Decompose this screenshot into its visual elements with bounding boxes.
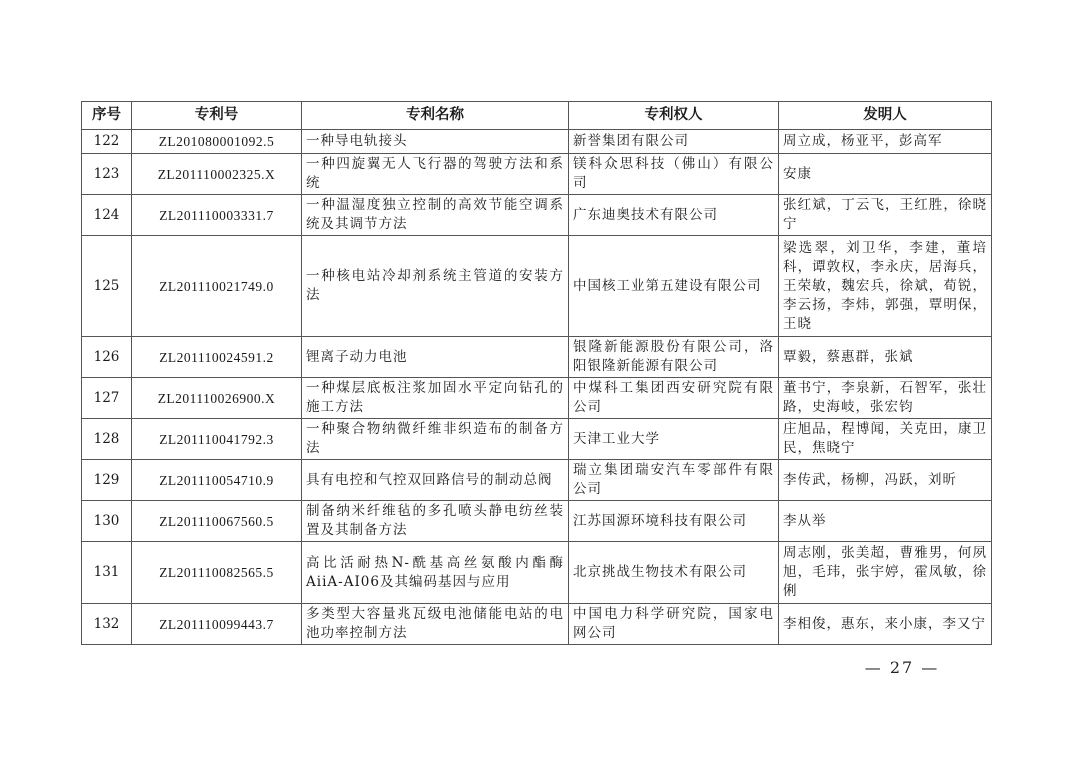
row-patent-name: 一种核电站冷却剂系统主管道的安装方法 xyxy=(302,236,569,337)
row-patent-no: ZL201110021749.0 xyxy=(132,236,302,337)
row-inventors: 周志刚，张美超，曹雅男，何夙旭，毛玮，张宇婷，霍凤敏，徐俐 xyxy=(779,542,992,604)
row-patent-owner: 银隆新能源股份有限公司，洛阳银隆新能源有限公司 xyxy=(569,337,779,378)
row-patent-name: 高比活耐热N-酰基高丝氨酸内酯酶AiiA-AI06及其编码基因与应用 xyxy=(302,542,569,604)
header-inventors: 发明人 xyxy=(779,102,992,130)
row-inventors: 周立成，杨亚平，彭高军 xyxy=(779,130,992,154)
row-patent-name: 一种聚合物纳微纤维非织造布的制备方法 xyxy=(302,419,569,460)
row-inventors: 李相俊，惠东，来小康，李又宁 xyxy=(779,604,992,645)
table-row xyxy=(82,542,992,604)
row-patent-no: ZL201080001092.5 xyxy=(132,130,302,154)
row-patent-no: ZL201110082565.5 xyxy=(132,542,302,604)
row-inventors: 梁选翠，刘卫华，李建，董培科，谭敦权，李永庆，居海兵，王荣敏，魏宏兵，徐斌，荀锐，李云扬，李炜，郭强，覃明保，王晓 xyxy=(779,236,992,337)
row-inventors: 李传武，杨柳，冯跃，刘昕 xyxy=(779,460,992,501)
row-patent-owner: 江苏国源环境科技有限公司 xyxy=(569,501,779,542)
row-patent-name: 一种煤层底板注浆加固水平定向钻孔的施工方法 xyxy=(302,378,569,419)
row-seq: 122 xyxy=(82,130,132,154)
row-seq: 128 xyxy=(82,419,132,460)
row-seq: 125 xyxy=(82,236,132,337)
row-patent-no: ZL201110024591.2 xyxy=(132,337,302,378)
table-row xyxy=(82,195,992,236)
row-patent-owner: 镁科众思科技（佛山）有限公司 xyxy=(569,154,779,195)
row-patent-name: 一种温湿度独立控制的高效节能空调系统及其调节方法 xyxy=(302,195,569,236)
row-patent-owner: 瑞立集团瑞安汽车零部件有限公司 xyxy=(569,460,779,501)
table-row xyxy=(82,236,992,337)
row-seq: 126 xyxy=(82,337,132,378)
row-inventors: 安康 xyxy=(779,154,992,195)
row-patent-no: ZL201110099443.7 xyxy=(132,604,302,645)
table-header-row xyxy=(82,102,992,130)
row-patent-owner: 中国核工业第五建设有限公司 xyxy=(569,236,779,337)
row-seq: 124 xyxy=(82,195,132,236)
row-patent-name: 多类型大容量兆瓦级电池储能电站的电池功率控制方法 xyxy=(302,604,569,645)
table-row xyxy=(82,604,992,645)
table-row xyxy=(82,419,992,460)
row-inventors: 庄旭品，程博闻，关克田，康卫民，焦晓宁 xyxy=(779,419,992,460)
row-patent-owner: 北京挑战生物技术有限公司 xyxy=(569,542,779,604)
row-patent-no: ZL201110002325.X xyxy=(132,154,302,195)
row-patent-name: 一种四旋翼无人飞行器的驾驶方法和系统 xyxy=(302,154,569,195)
row-seq: 127 xyxy=(82,378,132,419)
row-seq: 129 xyxy=(82,460,132,501)
table-row xyxy=(82,501,992,542)
header-patent-name: 专利名称 xyxy=(302,102,569,130)
row-inventors: 董书宁，李泉新，石智军，张壮路，史海岐，张宏钧 xyxy=(779,378,992,419)
table-row xyxy=(82,154,992,195)
patent-table xyxy=(81,101,992,645)
table-row xyxy=(82,130,992,154)
header-patent-no: 专利号 xyxy=(132,102,302,130)
table-row xyxy=(82,378,992,419)
row-seq: 132 xyxy=(82,604,132,645)
page-number: — 27 — xyxy=(864,658,940,677)
row-seq: 130 xyxy=(82,501,132,542)
row-seq: 131 xyxy=(82,542,132,604)
table-row xyxy=(82,460,992,501)
row-patent-owner: 中国电力科学研究院，国家电网公司 xyxy=(569,604,779,645)
row-patent-owner: 广东迪奥技术有限公司 xyxy=(569,195,779,236)
row-inventors: 覃毅，蔡惠群，张斌 xyxy=(779,337,992,378)
row-patent-no: ZL201110003331.7 xyxy=(132,195,302,236)
row-patent-owner: 中煤科工集团西安研究院有限公司 xyxy=(569,378,779,419)
row-inventors: 张红斌，丁云飞，王红胜，徐晓宁 xyxy=(779,195,992,236)
row-inventors: 李从举 xyxy=(779,501,992,542)
row-patent-owner: 天津工业大学 xyxy=(569,419,779,460)
table-row xyxy=(82,337,992,378)
row-patent-name: 制备纳米纤维毡的多孔喷头静电纺丝装置及其制备方法 xyxy=(302,501,569,542)
header-seq: 序号 xyxy=(82,102,132,130)
row-patent-name: 锂离子动力电池 xyxy=(302,337,569,378)
row-patent-no: ZL201110054710.9 xyxy=(132,460,302,501)
row-patent-owner: 新誉集团有限公司 xyxy=(569,130,779,154)
row-patent-no: ZL201110026900.X xyxy=(132,378,302,419)
row-patent-name: 一种导电轨接头 xyxy=(302,130,569,154)
header-patent-owner: 专利权人 xyxy=(569,102,779,130)
row-patent-name: 具有电控和气控双回路信号的制动总阀 xyxy=(302,460,569,501)
row-patent-no: ZL201110067560.5 xyxy=(132,501,302,542)
row-seq: 123 xyxy=(82,154,132,195)
row-patent-no: ZL201110041792.3 xyxy=(132,419,302,460)
